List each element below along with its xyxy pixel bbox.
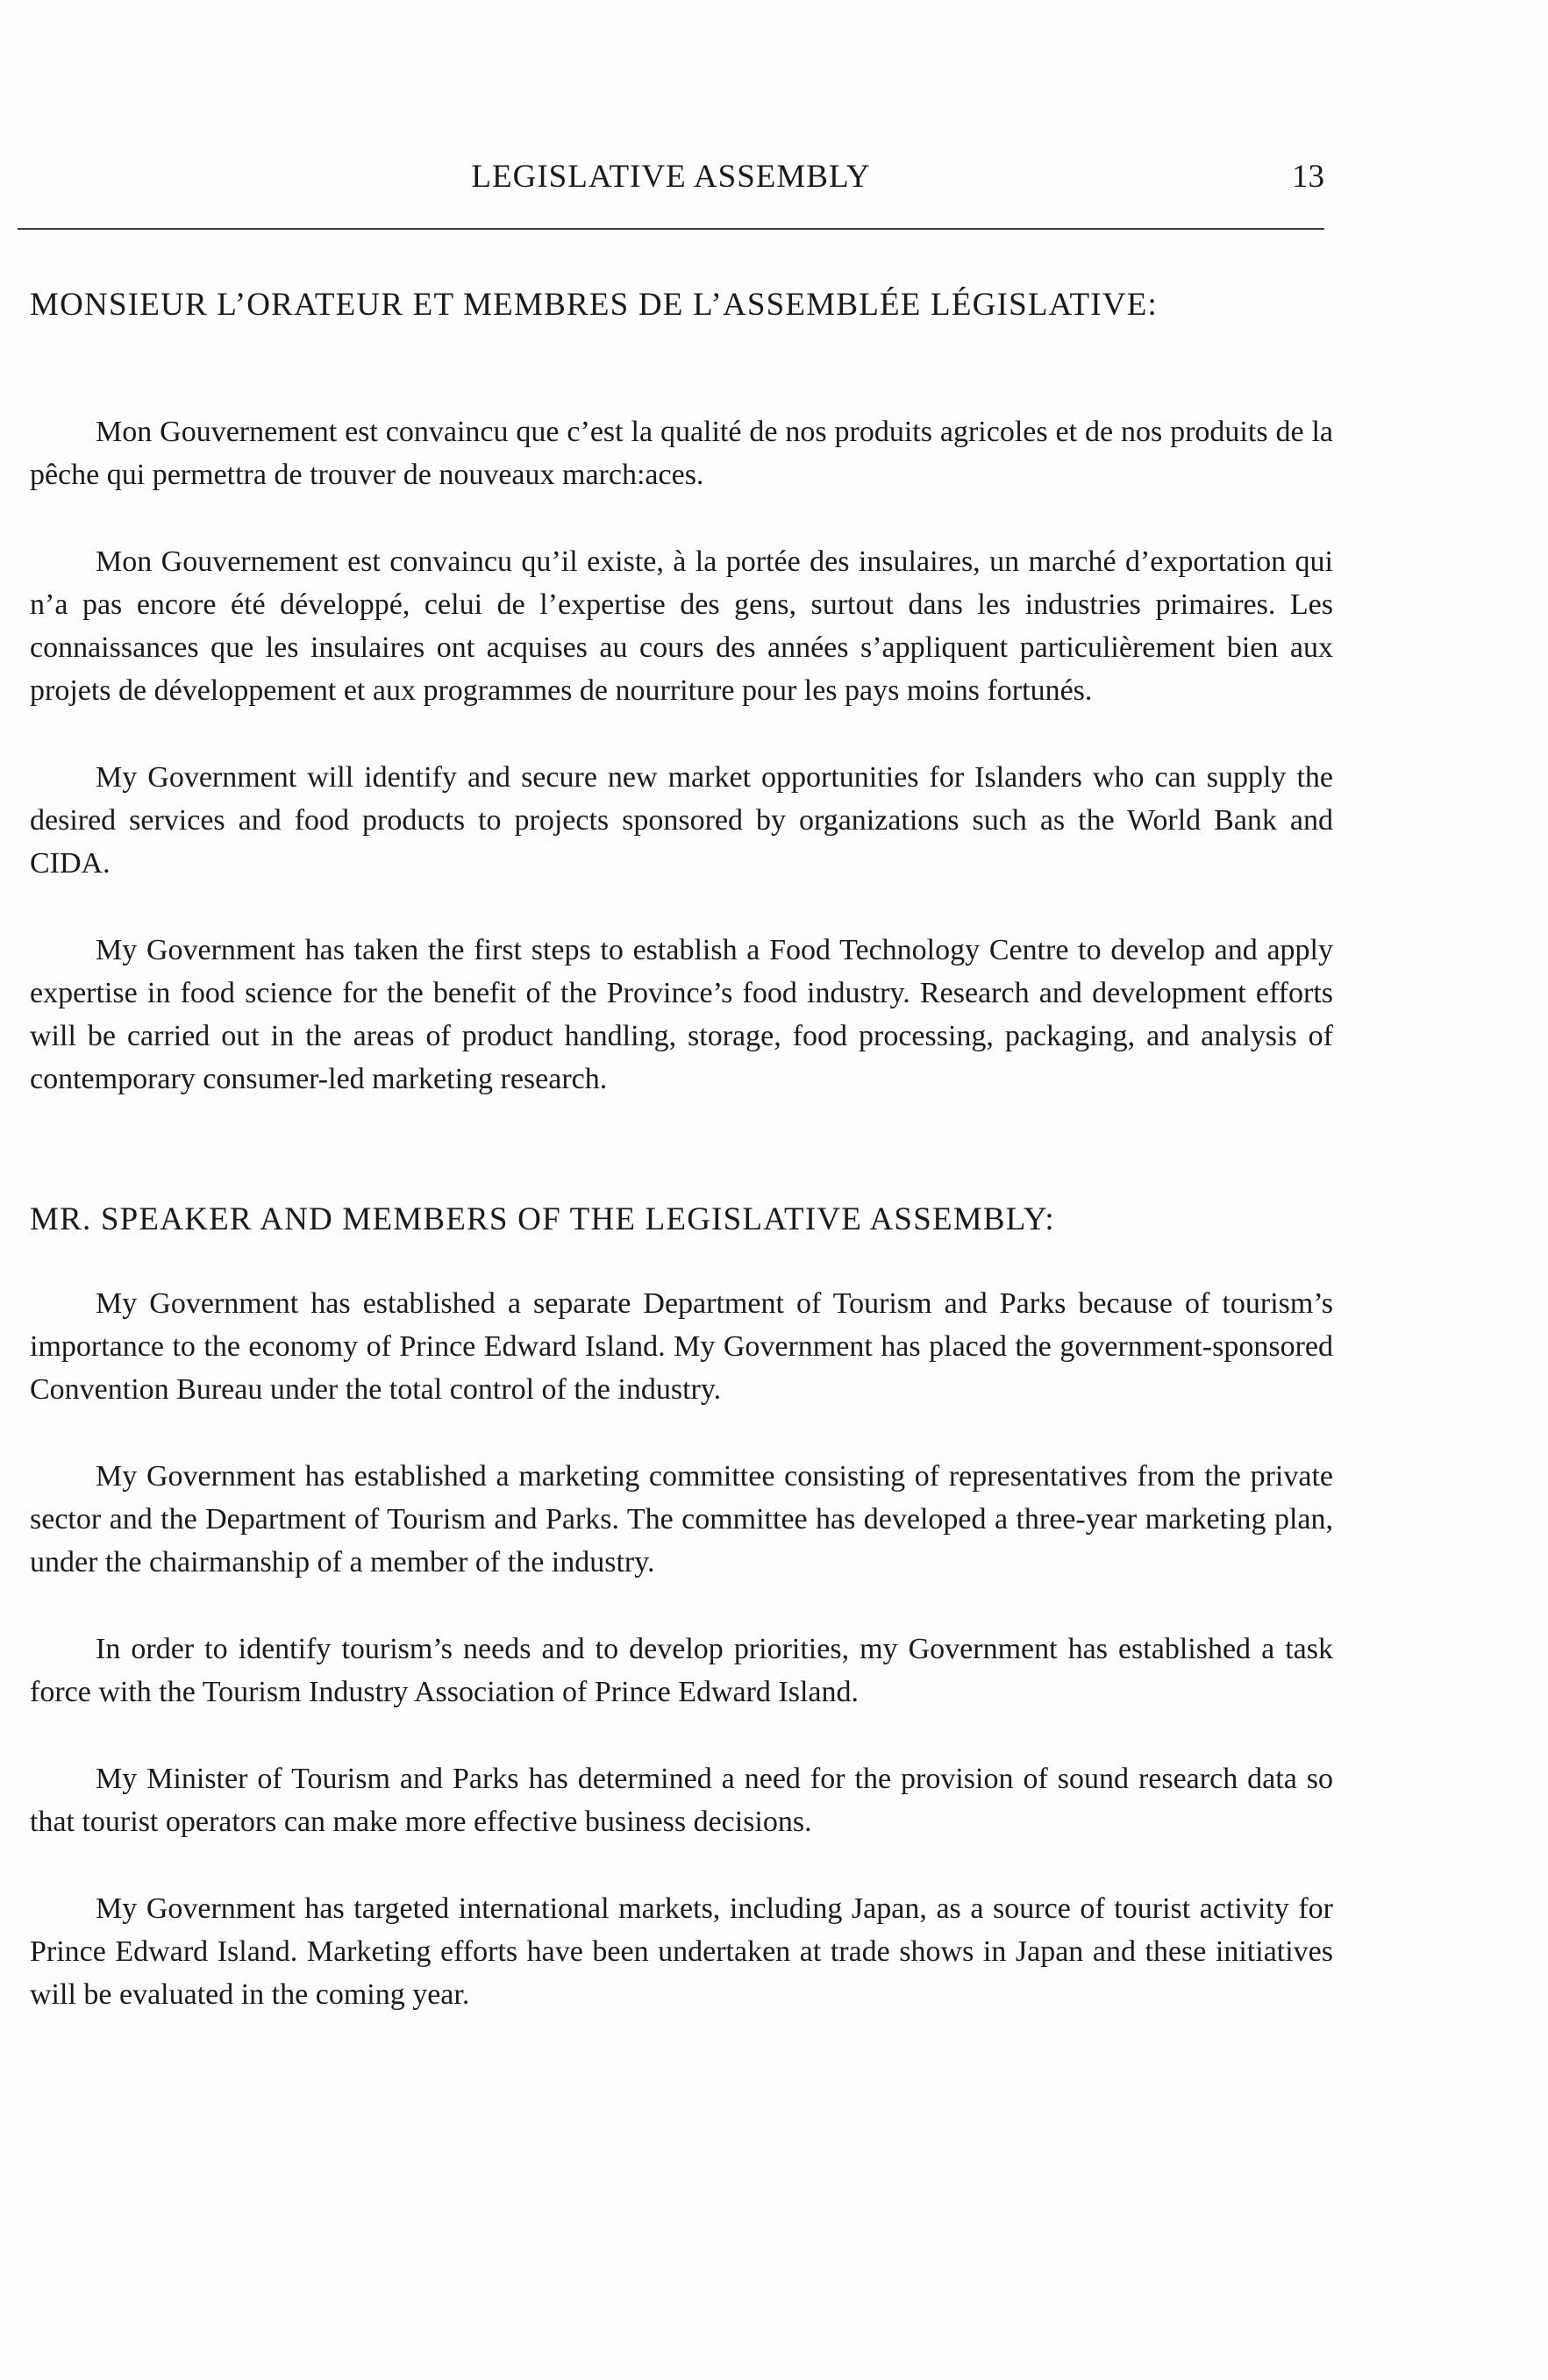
paragraph: My Government has targeted international markets, including Japan, as a source of tourist activity for Prince Edward Island. Marketing efforts have been undertaken at trade shows in Japan and these initiatives will be evaluated in the coming year. bbox=[30, 1892, 1333, 2011]
running-title: LEGISLATIVE ASSEMBLY bbox=[471, 159, 871, 195]
paragraph: My Government has taken the first steps to establish a Food Technology Centre to develop and apply expertise in food science for the benefit of the Province’s food industry. Research and development efforts will be carried out in the areas of product handling, storage, food processing, packaging, and analysis of contemporary consumer-led marketing research. bbox=[30, 934, 1333, 1095]
page-number: 13 bbox=[1292, 159, 1324, 195]
paragraph: My Government will identify and secure new market opportunities for Islanders who can supply the desired services and food products to projects sponsored by organizations such as the World Bank and CIDA. bbox=[30, 761, 1333, 880]
header-rule bbox=[18, 228, 1324, 230]
paragraph: My Government has established a marketing committee consisting of representatives from the private sector and the Department of Tourism and Parks. The committee has developed a three-year marketing plan, under the chairmanship of a member of the industry. bbox=[30, 1460, 1333, 1578]
paragraph: My Minister of Tourism and Parks has determined a need for the provision of sound research data so that tourist operators can make more effective business decisions. bbox=[30, 1763, 1333, 1838]
section-heading-english: MR. SPEAKER AND MEMBERS OF THE LEGISLATIVE ASSEMBLY: bbox=[30, 1201, 1055, 1237]
running-header bbox=[18, 158, 1324, 203]
paragraph: Mon Gouvernement est convaincu que c’est la qualité de nos produits agricoles et de nos produits de la pêche qui permettra de trouver de nouveaux march:aces. bbox=[30, 416, 1333, 491]
document-body bbox=[30, 263, 1333, 2016]
paragraph: Mon Gouvernement est convaincu qu’il existe, à la portée des insulaires, un marché d’exportation qui n’a pas encore été développé, celui de l’expertise des gens, surtout dans les industries primaires. Les connaissances que les insulaires ont acquises au cours des années s’appliquent particulièrement bien aux projets de développement et aux programmes de nourriture pour les pays moins fortunés. bbox=[30, 545, 1333, 707]
section-heading-french: MONSIEUR L’ORATEUR ET MEMBRES DE L’ASSEMBLÉE LÉGISLATIVE: bbox=[30, 287, 1159, 323]
paragraph: My Government has established a separate Department of Tourism and Parks because of tourism’s importance to the economy of Prince Edward Island. My Government has placed the government-sponsored Convention Bureau under the total control of the industry. bbox=[30, 1287, 1333, 1406]
paragraph: In order to identify tourism’s needs and to develop priorities, my Government has established a task force with the Tourism Industry Association of Prince Edward Island. bbox=[30, 1633, 1333, 1708]
